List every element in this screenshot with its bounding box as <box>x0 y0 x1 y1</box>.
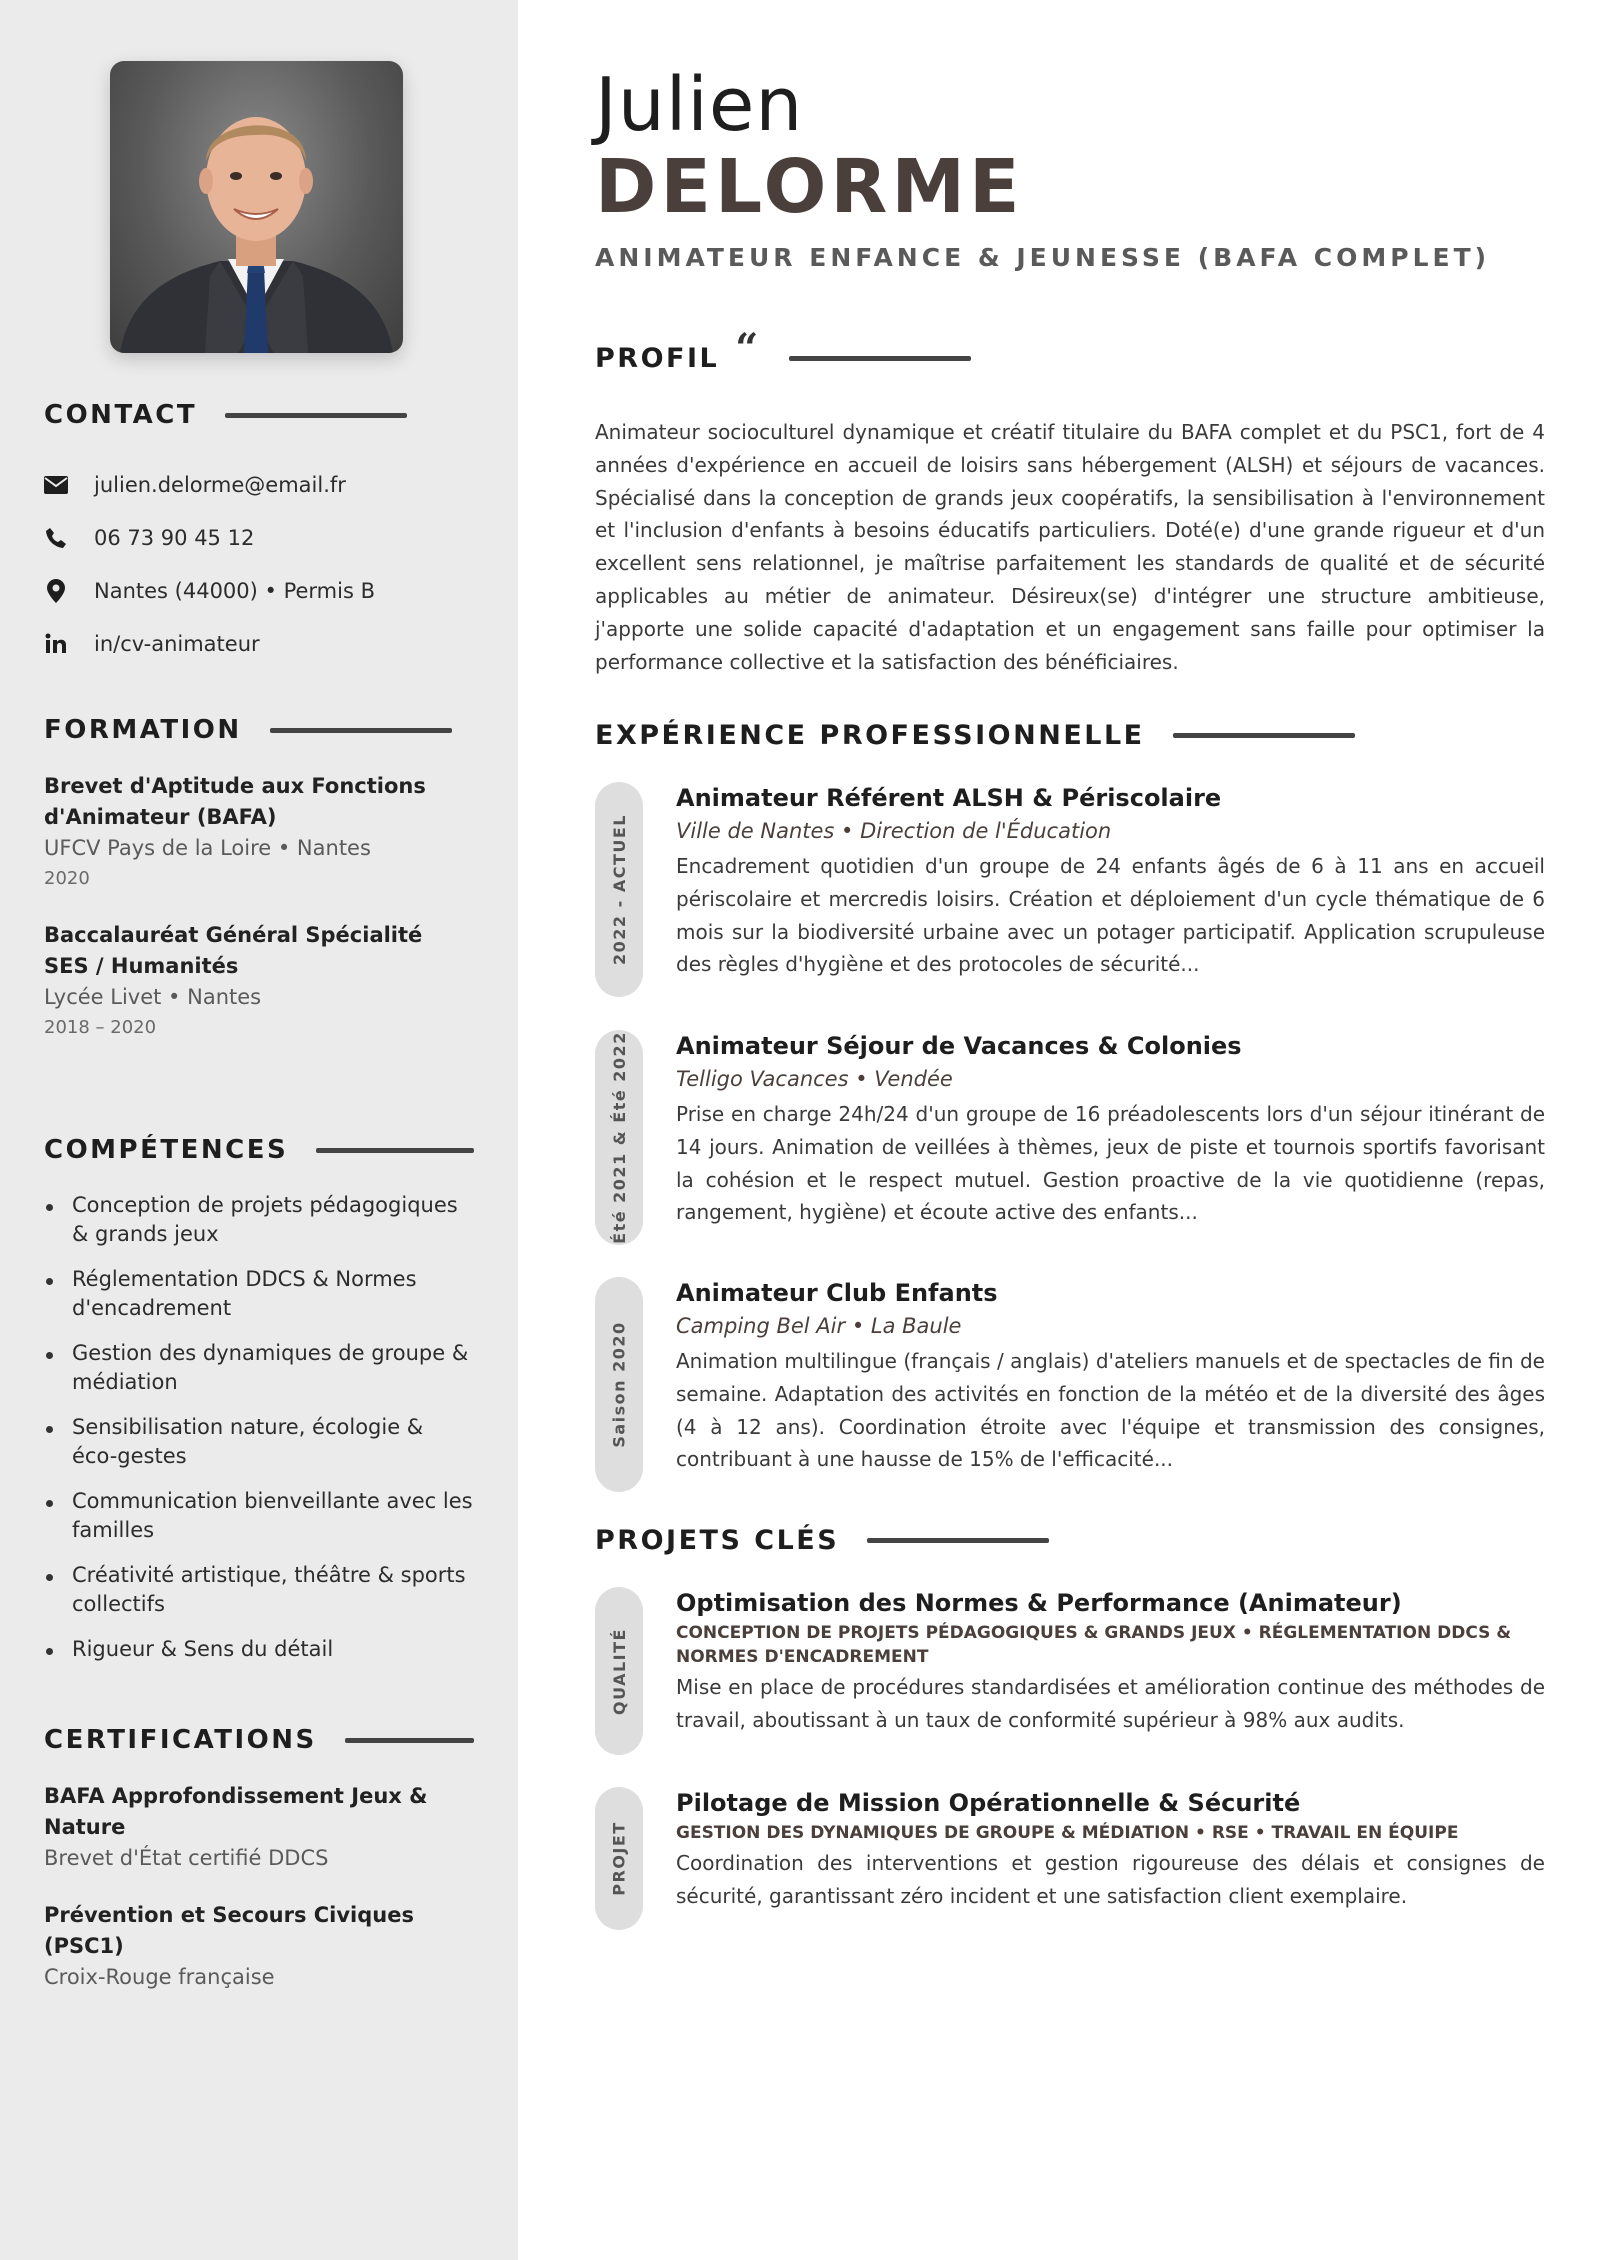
experience-description: Encadrement quotidien d'un groupe de 24 enfants âgés de 6 à 11 ans en accueil périscolaire et mercredis loisirs. Création et déploiement d'un cycle thématique de 6 mois sur la biodiversité urbaine avec un potager participatif. Application scrupuleuse des règles d'hygiène et des protocoles de sécurité... <box>676 854 1545 977</box>
linkedin-text: in/cv-animateur <box>94 631 260 656</box>
heading-rule <box>316 1148 474 1153</box>
email-text: julien.delorme@email.fr <box>94 472 346 497</box>
experience-body <box>676 1030 1545 1229</box>
period-pill <box>595 1277 643 1492</box>
experience-title: Animateur Club Enfants <box>676 1279 998 1307</box>
formation-title: Brevet d'Aptitude aux Fonctions d'Animateur (BAFA) <box>44 774 426 829</box>
skill-item: Rigueur & Sens du détail <box>44 1635 474 1664</box>
phone-icon <box>44 526 68 550</box>
formation-year: 2018 – 2020 <box>44 1017 157 1038</box>
experience-body <box>676 1277 1545 1476</box>
period-pill <box>595 782 643 997</box>
formation-school: UFCV Pays de la Loire • Nantes <box>44 836 371 860</box>
formation-school: Lycée Livet • Nantes <box>44 985 262 1009</box>
certifications-section <box>44 1725 474 1993</box>
formation-heading: FORMATION <box>44 715 474 745</box>
formation-year: 2020 <box>44 868 90 889</box>
period-label: Saison 2020 <box>609 1321 629 1448</box>
experience-title: Animateur Référent ALSH & Périscolaire <box>676 784 1222 812</box>
profil-heading: PROFIL “ <box>595 335 971 382</box>
competences-heading: COMPÉTENCES <box>44 1135 474 1165</box>
contact-section <box>44 400 474 670</box>
project-keywords: CONCEPTION DE PROJETS PÉDAGOGIQUES & GRANDS JEUX • RÉGLEMENTATION DDCS & NORMES D'ENCADREMENT <box>676 1623 1512 1667</box>
certification-item <box>44 1900 474 1993</box>
project-description: Coordination des interventions et gestion rigoureuse des délais et consignes de sécurité, garantissant zéro incident et une satisfaction client exemplaire. <box>676 1851 1545 1908</box>
skill-item: Conception de projets pédagogiques & grands jeux <box>44 1191 474 1249</box>
contact-location <box>44 564 474 617</box>
certification-item <box>44 1781 474 1874</box>
skill-item: Gestion des dynamiques de groupe & médiation <box>44 1339 474 1397</box>
contact-linkedin[interactable] <box>44 617 474 670</box>
heading-rule <box>270 728 452 733</box>
formation-item <box>44 771 474 894</box>
heading-rule <box>789 356 971 361</box>
project-tag: QUALITÉ <box>609 1627 629 1715</box>
project-tag-pill <box>595 1787 643 1930</box>
experience-employer: Telligo Vacances • Vendée <box>676 1067 953 1091</box>
location-text: Nantes (44000) • Permis B <box>94 578 375 603</box>
heading-rule <box>867 1538 1049 1543</box>
heading-rule <box>225 413 407 418</box>
project-keywords: GESTION DES DYNAMIQUES DE GROUPE & MÉDIATION • RSE • TRAVAIL EN ÉQUIPE <box>676 1823 1459 1843</box>
last-name: DELORME <box>595 144 1024 230</box>
experience-title: Animateur Séjour de Vacances & Colonies <box>676 1032 1242 1060</box>
skill-item: Créativité artistique, théâtre & sports collectifs <box>44 1561 474 1619</box>
quote-icon: “ <box>735 325 761 372</box>
experience-employer: Camping Bel Air • La Baule <box>676 1314 962 1338</box>
first-name: Julien <box>595 62 804 148</box>
certification-title: Prévention et Secours Civiques (PSC1) <box>44 1903 414 1958</box>
projets-heading: PROJETS CLÉS <box>595 1525 1049 1556</box>
skill-item: Communication bienveillante avec les familles <box>44 1487 474 1545</box>
experience-description: Animation multilingue (français / anglais) d'ateliers manuels et de spectacles de fin de semaine. Adaptation des activités en fonction de la météo et de la diversité des âges (4 à 12 ans). Coordination étroite avec l'équipe et transmission des consignes, contribuant à une hausse de 15% de l'efficacité... <box>676 1349 1545 1472</box>
period-label: Été 2021 & Été 2022 <box>609 1031 629 1244</box>
formation-item <box>44 920 474 1043</box>
project-body <box>676 1587 1545 1737</box>
project-body <box>676 1787 1545 1913</box>
portrait-illustration <box>110 61 403 353</box>
period-label: 2022 - ACTUEL <box>609 814 629 965</box>
job-title: ANIMATEUR ENFANCE & JEUNESSE (BAFA COMPLET) <box>595 243 1491 272</box>
experience-body <box>676 782 1545 981</box>
period-pill <box>595 1030 643 1245</box>
experience-employer: Ville de Nantes • Direction de l'Éducation <box>676 819 1112 843</box>
linkedin-icon <box>44 632 68 656</box>
formation-title: Baccalauréat Général Spécialité SES / Humanités <box>44 923 423 978</box>
skills-list <box>44 1191 474 1664</box>
formation-section <box>44 715 474 1043</box>
certification-org: Croix-Rouge française <box>44 1965 275 1989</box>
experience-heading: EXPÉRIENCE PROFESSIONNELLE <box>595 720 1355 751</box>
skill-item: Sensibilisation nature, écologie & éco-gestes <box>44 1413 474 1471</box>
phone-text: 06 73 90 45 12 <box>94 525 255 550</box>
sidebar <box>0 0 518 2260</box>
project-title: Optimisation des Normes & Performance (Animateur) <box>676 1589 1402 1617</box>
competences-section <box>44 1135 474 1680</box>
certification-org: Brevet d'État certifié DDCS <box>44 1846 329 1870</box>
contact-phone[interactable] <box>44 511 474 564</box>
profile-photo <box>110 61 403 353</box>
envelope-icon <box>44 473 68 497</box>
project-title: Pilotage de Mission Opérationnelle & Sécurité <box>676 1789 1301 1817</box>
contact-heading: CONTACT <box>44 400 474 430</box>
skill-item: Réglementation DDCS & Normes d'encadrement <box>44 1265 474 1323</box>
certification-title: BAFA Approfondissement Jeux & Nature <box>44 1784 428 1839</box>
project-description: Mise en place de procédures standardisées et amélioration continue des méthodes de travail, aboutissant à un taux de conformité supérieur à 98% aux audits. <box>676 1675 1545 1732</box>
contact-list <box>44 458 474 670</box>
project-tag-pill <box>595 1587 643 1755</box>
contact-email[interactable] <box>44 458 474 511</box>
project-tag: PROJET <box>609 1821 629 1896</box>
certifications-heading: CERTIFICATIONS <box>44 1725 474 1755</box>
heading-rule <box>345 1738 474 1743</box>
experience-description: Prise en charge 24h/24 d'un groupe de 16 préadolescents lors d'un séjour itinérant de 14 jours. Animation de veillées à thèmes, jeux de piste et tournois sportifs favorisant la cohésion et le respect mutuel. Gestion proactive de la vie quotidienne (repas, rangement, hygiène) et écoute active des enfants... <box>676 1102 1545 1225</box>
map-pin-icon <box>44 579 68 603</box>
heading-rule <box>1173 733 1355 738</box>
profil-text: Animateur socioculturel dynamique et créatif titulaire du BAFA complet et du PSC1, fort de 4 années d'expérience en accueil de loisirs sans hébergement (ALSH) et séjours de vacances. Spécialisé dans la conception de grands jeux coopératifs, la sensibilisation à l'environnement et l'inclusion d'enfants à besoins éducatifs particuliers. Doté(e) d'une grande rigueur et d'un excellent sens relationnel, je maîtrise parfaitement les standards de qualité et de sécurité applicables au métier de animateur. Désireux(se) d'intégrer une structure ambitieuse, j'apporte une solide capacité d'adaptation et un engagement sans faille pour optimiser la performance collective et la satisfaction des bénéficiaires. <box>595 420 1545 674</box>
